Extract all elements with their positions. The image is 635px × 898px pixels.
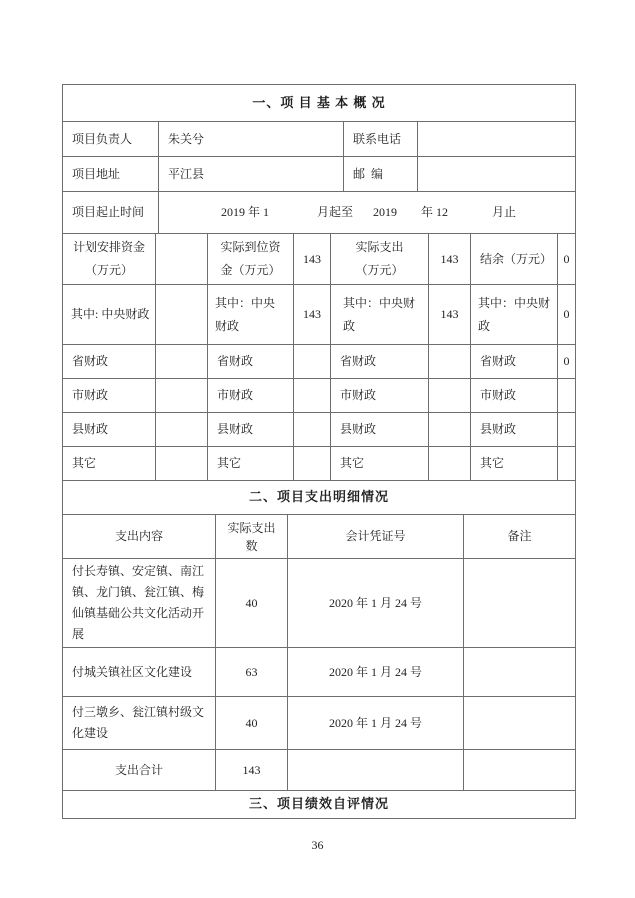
postcode-label: 邮 编 — [343, 157, 417, 191]
project-address-value: 平江县 — [158, 157, 343, 191]
voucher-no-header: 会计凭证号 — [287, 515, 463, 558]
county-finance-value — [293, 413, 330, 446]
remarks-cell — [463, 750, 575, 790]
duration-end-year-text: 2019 — [373, 205, 398, 219]
expense-row — [63, 558, 575, 647]
received-funds-label: 实际到位资金（万元） — [207, 234, 293, 284]
province-finance-label: 省财政 — [72, 354, 109, 368]
project-leader-value: 朱关兮 — [158, 122, 343, 156]
remarks-cell — [463, 648, 575, 696]
central-finance-value: 0 — [557, 285, 575, 344]
actual-expense-value: 143 — [428, 234, 470, 284]
county-finance-label: 县财政 — [330, 413, 428, 446]
expense-row — [63, 647, 575, 696]
expense-amount-cell: 63 — [215, 648, 287, 696]
other-finance-label: 其它 — [207, 447, 293, 480]
city-finance-label: 市财政 — [72, 388, 109, 402]
voucher-no-cell: 2020 年 1 月 24 号 — [287, 648, 463, 696]
province-finance-label: 省财政 — [330, 345, 428, 378]
section2-title: 二、项目支出明细情况 — [248, 489, 389, 505]
expense-amount-cell: 40 — [215, 559, 287, 647]
county-finance-value — [428, 413, 470, 446]
voucher-no-cell: 2020 年 1 月 24 号 — [287, 697, 463, 749]
planned-funds-value — [155, 234, 207, 284]
voucher-no-cell: 2020 年 1 月 24 号 — [287, 559, 463, 647]
duration-end-month-text: 年 12 — [421, 205, 449, 219]
central-finance-label: 其中：中央财政 — [330, 285, 428, 344]
central-finance-label: 其中：中央财政 — [470, 285, 557, 344]
city-finance-value — [428, 379, 470, 412]
project-duration-label: 项目起止时间 — [72, 205, 145, 219]
other-finance-value — [428, 447, 470, 480]
expense-amount-header: 实际支出数 — [215, 515, 287, 558]
expense-total-row — [63, 749, 575, 790]
central-finance-row — [63, 284, 575, 344]
province-finance-label: 省财政 — [470, 345, 557, 378]
other-finance-label: 其它 — [72, 456, 97, 470]
other-finance-row — [63, 446, 575, 480]
expense-amount-cell: 40 — [215, 697, 287, 749]
section1-title-row — [63, 85, 575, 121]
contact-phone-value — [417, 122, 575, 156]
central-finance-value: 143 — [293, 285, 330, 344]
leader-row — [63, 121, 575, 156]
central-finance-label: 其中: 中央财政 — [71, 307, 150, 321]
province-finance-label: 省财政 — [207, 345, 293, 378]
duration-row — [63, 191, 575, 233]
province-finance-value — [155, 345, 207, 378]
other-finance-label: 其它 — [330, 447, 428, 480]
province-finance-value: 0 — [557, 345, 575, 378]
city-finance-value — [293, 379, 330, 412]
expense-content-cell: 付三墩乡、瓮江镇村级文化建设 — [72, 705, 205, 740]
expense-row — [63, 696, 575, 749]
county-finance-value — [557, 413, 575, 446]
city-finance-label: 市财政 — [330, 379, 428, 412]
county-finance-row — [63, 412, 575, 446]
section1-title: 一、项 目 基 本 概 况 — [252, 94, 386, 110]
duration-end-suffix-text: 月止 — [492, 205, 517, 219]
expense-total-value: 143 — [215, 750, 287, 790]
expense-content-cell: 付城关镇社区文化建设 — [72, 664, 193, 679]
province-finance-value — [428, 345, 470, 378]
expense-content-cell: 付长寿镇、安定镇、南江镇、龙门镇、瓮江镇、梅仙镇基础公共文化活动开展 — [72, 564, 205, 641]
city-finance-label: 市财政 — [470, 379, 557, 412]
page-number: 36 — [311, 838, 324, 852]
central-finance-value — [155, 285, 207, 344]
section3-title: 三、项目绩效自评情况 — [248, 796, 389, 812]
expense-content-header: 支出内容 — [114, 529, 163, 543]
other-finance-value — [557, 447, 575, 480]
expense-header-row — [63, 514, 575, 558]
balance-label: 结余（万元） — [470, 234, 557, 284]
city-finance-value — [557, 379, 575, 412]
province-finance-row — [63, 344, 575, 378]
county-finance-label: 县财政 — [207, 413, 293, 446]
central-finance-label: 其中：中央财政 — [207, 285, 293, 344]
other-finance-value — [155, 447, 207, 480]
planned-funds-label: 计划安排资金（万元） — [72, 240, 145, 277]
address-row — [63, 156, 575, 191]
county-finance-label: 县财政 — [72, 422, 109, 436]
remarks-cell — [463, 697, 575, 749]
city-finance-row — [63, 378, 575, 412]
remarks-cell — [463, 559, 575, 647]
duration-mid-text: 月起至 — [317, 205, 354, 219]
funds-row — [63, 233, 575, 284]
received-funds-value: 143 — [293, 234, 330, 284]
balance-value: 0 — [557, 234, 575, 284]
postcode-value — [417, 157, 575, 191]
expense-total-label: 支出合计 — [114, 762, 163, 777]
section2-title-row — [63, 480, 575, 514]
actual-expense-label: 实际支出（万元） — [330, 234, 428, 284]
remarks-header: 备注 — [463, 515, 575, 558]
city-finance-label: 市财政 — [207, 379, 293, 412]
voucher-no-cell — [287, 750, 463, 790]
duration-start-text: 2019 年 1 — [221, 205, 270, 219]
project-duration-value — [158, 192, 575, 233]
project-report-table — [62, 84, 576, 819]
other-finance-value — [293, 447, 330, 480]
county-finance-value — [155, 413, 207, 446]
project-address-label: 项目地址 — [72, 166, 121, 181]
other-finance-label: 其它 — [470, 447, 557, 480]
county-finance-label: 县财政 — [470, 413, 557, 446]
city-finance-value — [155, 379, 207, 412]
contact-phone-label: 联系电话 — [343, 122, 417, 156]
section3-title-row — [63, 790, 575, 818]
province-finance-value — [293, 345, 330, 378]
project-leader-label: 项目负责人 — [72, 131, 133, 146]
central-finance-value: 143 — [428, 285, 470, 344]
